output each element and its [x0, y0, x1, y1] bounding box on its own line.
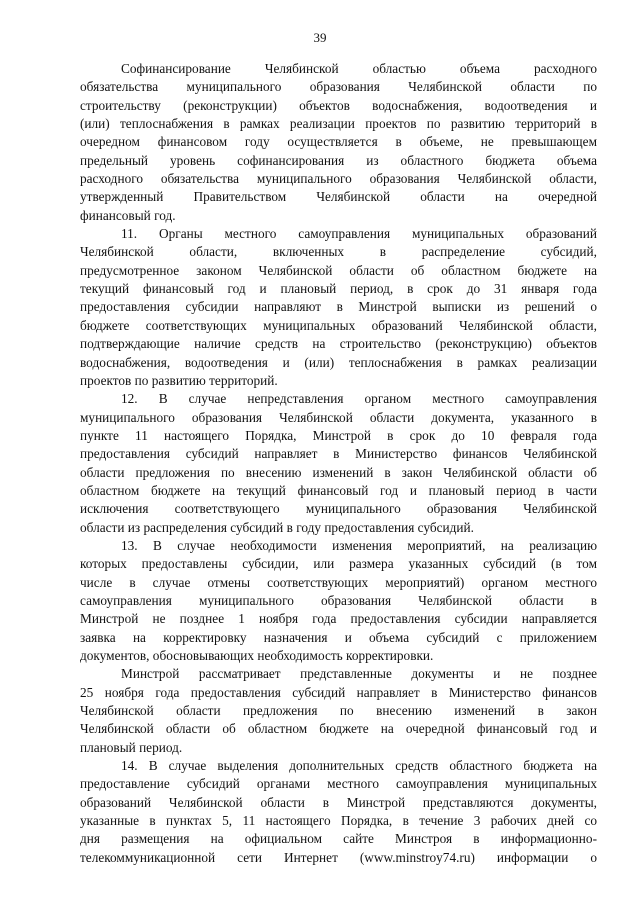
text-line: предельный уровень софинансирования из областного бюджета объема	[80, 152, 597, 168]
text-line: подтверждающие наличие средств на строительство (реконструкцию) объектов	[80, 336, 597, 352]
text-line: исключения соответствующего муниципального образования Челябинской	[80, 501, 597, 517]
text-line: области предложения по внесению изменений в закон Челябинской области об	[80, 464, 597, 480]
text-line: 13. В случае необходимости изменения мероприятий, на реализацию	[121, 537, 597, 553]
page-number: 39	[313, 30, 327, 45]
text-line: предусмотренное законом Челябинской области об областном бюджете на	[80, 262, 597, 278]
text-line: пункте 11 настоящего Порядка, Минстрой в срок до 10 февраля года	[80, 427, 597, 443]
text-line: телекоммуникационной сети Интернет (www.minstroy74.ru) информации о	[80, 849, 597, 865]
text-line: самоуправления муниципального образования Челябинской области в	[80, 592, 597, 608]
text-line: 25 ноября года предоставления субсидий направляет в Министерство финансов	[80, 684, 597, 700]
text-line: дня размещения на официальном сайте Минстроя в информационно-	[80, 831, 597, 847]
text-line: бюджете соответствующих муниципальных образований Челябинской области,	[80, 317, 597, 333]
paragraph-minstroy-review	[80, 665, 597, 757]
text-line: 14. В случае выделения дополнительных средств областного бюджета на	[121, 758, 597, 774]
text-line: водоснабжения, водоотведения и (или) теплоснабжения в рамках реализации	[80, 354, 597, 370]
text-line: Софинансирование Челябинской областью объема расходного	[121, 61, 597, 76]
document-body	[80, 60, 597, 867]
text-line: предоставления субсидий направляет в Министерство финансов Челябинской	[80, 446, 597, 462]
text-line: области из распределения субсидий в году предоставления субсидий.	[80, 519, 474, 535]
text-line: текущий финансовый год и плановый период, в срок до 31 января года	[80, 281, 597, 297]
paragraph-item-11	[80, 225, 597, 390]
text-line: (или) теплоснабжения в рамках реализации проектов по развитию территорий в	[80, 116, 597, 132]
text-line: которых предоставлены субсидии, или размера указанных субсидий (в том	[80, 556, 597, 572]
text-line: Минстрой не позднее 1 ноября года предоставления субсидии направляется	[80, 611, 597, 627]
paragraph-item-13	[80, 537, 597, 665]
paragraph-item-14	[80, 757, 597, 867]
text-line: числе в случае отмены соответствующих мероприятий) органом местного	[80, 574, 597, 590]
text-line: утвержденный Правительством Челябинской области на очередной	[80, 189, 597, 205]
text-line: указанные в пунктах 5, 11 настоящего Порядка, в течение 3 рабочих дней со	[80, 813, 597, 829]
text-line: образований Челябинской области в Минстрой представляются документы,	[80, 794, 597, 810]
text-line: муниципального образования Челябинской области документа, указанного в	[80, 409, 597, 425]
text-line: финансовый год.	[80, 207, 176, 223]
text-line: Минстрой рассматривает представленные документы и не позднее	[121, 666, 597, 682]
text-line: заявка на корректировку назначения и объема субсидий с приложением	[80, 629, 597, 645]
text-line: расходного обязательства муниципального образования Челябинской области,	[80, 171, 597, 187]
text-line: обязательства муниципального образования Челябинской области по	[80, 79, 597, 95]
text-line: предоставления субсидии направляют в Минстрой выписки из решений о	[80, 299, 597, 315]
text-line: строительству (реконструкции) объектов водоснабжения, водоотведения и	[80, 97, 597, 113]
text-line: Челябинской области, включенных в распределение субсидий,	[80, 244, 597, 260]
text-line: документов, обосновывающих необходимость корректировки.	[80, 648, 434, 663]
text-line: 12. В случае непредставления органом местного самоуправления	[121, 391, 597, 407]
text-line: плановый период.	[80, 739, 183, 755]
text-line: очередном финансовом году осуществляется в объеме, не превышающем	[80, 134, 597, 150]
text-line: Челябинской области об областном бюджете на очередной финансовый год и	[80, 721, 597, 737]
text-line: областном бюджете на текущий финансовый год и плановый период в части	[80, 482, 597, 498]
paragraph-cofinancing	[80, 60, 597, 225]
text-line: 11. Органы местного самоуправления муниципальных образований	[121, 226, 597, 242]
text-line: предоставление субсидий органами местного самоуправления муниципальных	[80, 776, 597, 792]
text-line: Челябинской области предложения по внесению изменений в закон	[80, 703, 597, 719]
text-line: проектов по развитию территорий.	[80, 372, 278, 388]
paragraph-item-12	[80, 390, 597, 537]
